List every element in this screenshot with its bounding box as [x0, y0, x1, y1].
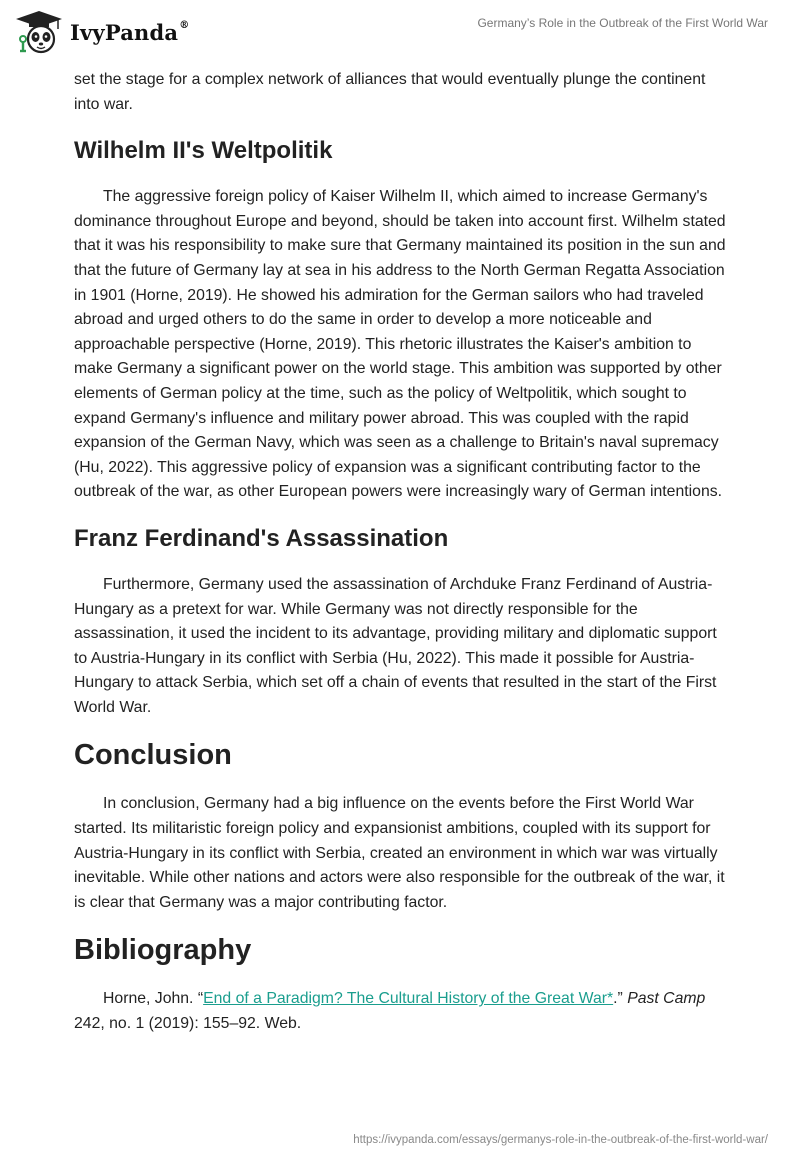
- brand-logo[interactable]: [14, 8, 214, 56]
- document-title: Germany’s Role in the Outbreak of the First World War: [477, 16, 768, 30]
- bibliography-entry: Horne, John. “End of a Paradigm? The Cultural History of the Great War*.” Past Camp 242, no. 1 (2019): 155–92. Web.: [74, 990, 706, 1033]
- section-paragraph-conclusion: In conclusion, Germany had a big influence on the events before the First World War started. Its militaristic foreign policy and expansionist ambitions, coupled with its support for Austria-Hungary in its conflict with Serbia, created an environment in which war was virtually inevitable. While other nations and actors were also responsible for the outbreak of the war, it is clear that Germany was a major contributing factor.: [74, 795, 725, 911]
- section-heading-weltpolitik: Wilhelm II's Weltpolitik: [74, 137, 333, 165]
- panda-graduate-icon: [14, 9, 64, 55]
- section-heading-assassination: Franz Ferdinand's Assassination: [74, 524, 449, 552]
- section-paragraph-weltpolitik: The aggressive foreign policy of Kaiser Wilhelm II, which aimed to increase Germany's dominance throughout Europe and beyond, should be taken into account first. Wilhelm stated that it was his responsibility to make sure that Germany maintained its position in the sun and that the future of Germany lay at sea in his address to the North German Regatta Association in 1901 (Horne, 2019). He showed his admiration for the German sailors who had traveled abroad and urged others to do the same in order to develop a more noticeable and approachable perspective (Horne, 2019). This rhetoric illustrates the Kaiser's ambition to make Germany a significant power on the world stage. This ambition was supported by other elements of German policy at the time, such as the policy of Weltpolitik, which sought to expand Germany's influence and military power abroad. This was coupled with the rapid expansion of the German Navy, which was seen as a challenge to Britain's naval supremacy (Hu, 2022). This aggressive policy of expansion was a significant contributing factor to the outbreak of the war, as other European powers were increasingly wary of German intentions.: [74, 188, 726, 501]
- footer-url[interactable]: https://ivypanda.com/essays/germanys-role-in-the-outbreak-of-the-first-world-war/: [353, 1134, 768, 1146]
- section-heading-bibliography: Bibliography: [74, 934, 252, 967]
- journal-title: Past Camp: [627, 990, 706, 1008]
- intro-paragraph: set the stage for a complex network of alliances that would eventually plunge the continent into war.: [74, 71, 706, 113]
- essay-content: [74, 68, 734, 1037]
- brand-name: IvyPanda®: [70, 19, 190, 45]
- page-header: [0, 0, 800, 62]
- section-heading-conclusion: Conclusion: [74, 739, 232, 772]
- section-paragraph-assassination: Furthermore, Germany used the assassination of Archduke Franz Ferdinand of Austria-Hungary as a pretext for war. While Germany was not directly responsible for the assassination, it used the incident to its advantage, providing military and diplomatic support to Austria-Hungary in its conflict with Serbia (Hu, 2022). This made it possible for Austria-Hungary to attack Serbia, which set off a chain of events that resulted in the start of the First World War.: [74, 575, 717, 716]
- bibliography-link[interactable]: End of a Paradigm? The Cultural History of the Great War*: [203, 990, 614, 1008]
